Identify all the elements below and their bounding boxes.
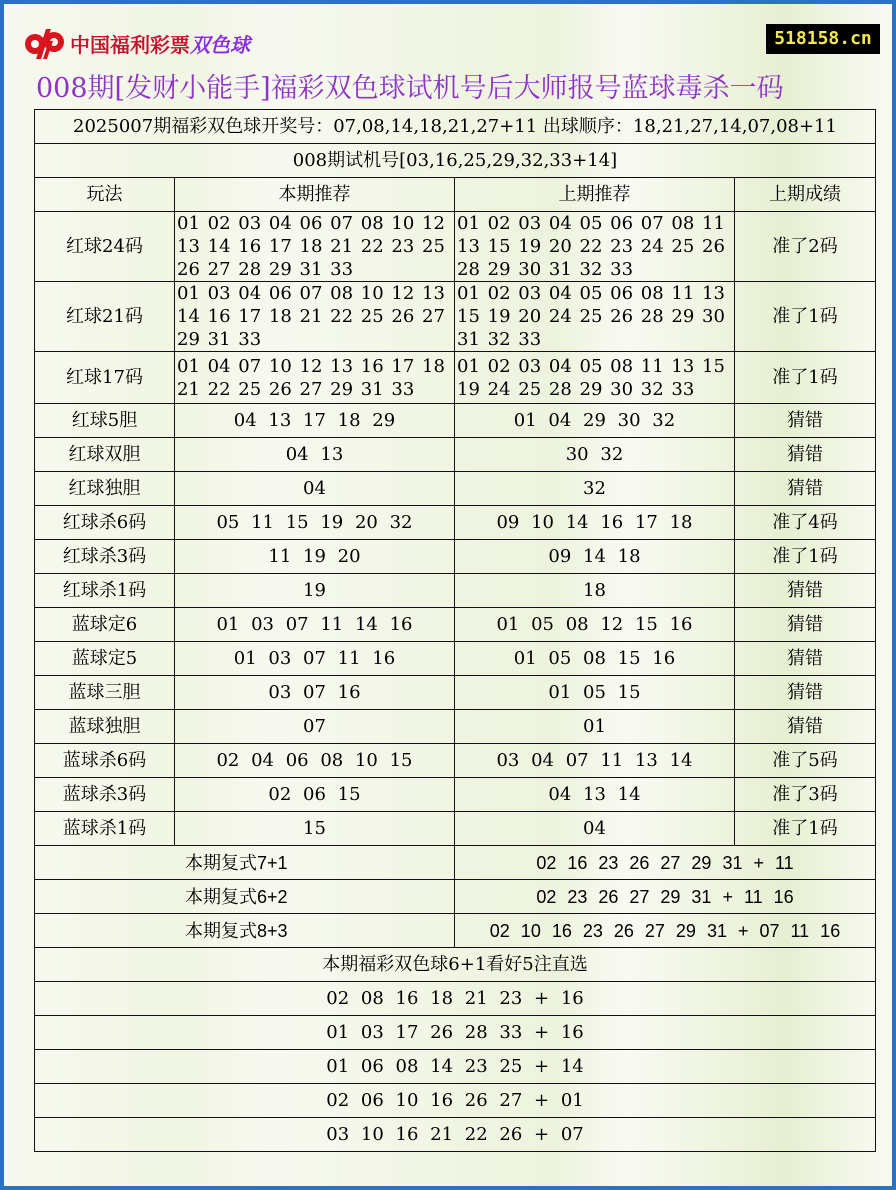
- result-cell: 猜错: [735, 404, 876, 438]
- current-cell: 04 13: [175, 438, 455, 472]
- previous-cell: 04: [455, 812, 735, 846]
- previous-cell: 30 32: [455, 438, 735, 472]
- table-row: [35, 352, 876, 404]
- lottery-logo: [22, 26, 250, 60]
- logo-text-ssq: 双色球: [190, 32, 250, 57]
- table-row: [35, 608, 876, 642]
- play-cell: 红球17码: [35, 352, 175, 404]
- pick-value: 02 06 10 16 26 27 + 01: [35, 1084, 876, 1118]
- current-cell: 04 13 17 18 29: [175, 404, 455, 438]
- table-row: [35, 744, 876, 778]
- fushi-label: 本期复式6+2: [35, 880, 455, 914]
- col-header-current: 本期推荐: [175, 178, 455, 212]
- page-title: 008期[发财小能手]福彩双色球试机号后大师报号蓝球毒杀一码: [36, 73, 784, 104]
- fushi-row: [35, 914, 876, 948]
- current-cell: 01 02 03 04 06 07 08 10 12 13 14 16 17 18 21 22 23 25 26 27 28 29 31 33: [175, 212, 455, 282]
- result-cell: 猜错: [735, 608, 876, 642]
- current-cell: 19: [175, 574, 455, 608]
- prediction-table: [34, 109, 876, 1152]
- previous-cell: 09 10 14 16 17 18: [455, 506, 735, 540]
- previous-cell: 01 02 03 04 05 06 07 08 11 13 15 19 20 22 23 24 25 26 28 29 30 31 32 33: [455, 212, 735, 282]
- trial-number-row: [35, 144, 876, 178]
- result-cell: 猜错: [735, 676, 876, 710]
- result-cell: 猜错: [735, 438, 876, 472]
- previous-cell: 01 05 08 15 16: [455, 642, 735, 676]
- table-row: [35, 574, 876, 608]
- result-cell: 准了1码: [735, 540, 876, 574]
- current-cell: 02 04 06 08 10 15: [175, 744, 455, 778]
- play-cell: 蓝球三胆: [35, 676, 175, 710]
- page-frame: [4, 4, 892, 1190]
- play-cell: 红球杀3码: [35, 540, 175, 574]
- result-cell: 准了4码: [735, 506, 876, 540]
- play-cell: 红球5胆: [35, 404, 175, 438]
- current-cell: 03 07 16: [175, 676, 455, 710]
- table-row: [35, 212, 876, 282]
- pick-row: [35, 1050, 876, 1084]
- current-cell: 02 06 15: [175, 778, 455, 812]
- current-cell: 01 03 07 11 16: [175, 642, 455, 676]
- result-cell: 猜错: [735, 472, 876, 506]
- play-cell: 红球21码: [35, 282, 175, 352]
- pick-value: 03 10 16 21 22 26 + 07: [35, 1118, 876, 1152]
- fushi-label: 本期复式8+3: [35, 914, 455, 948]
- header-row: [35, 178, 876, 212]
- result-cell: 准了1码: [735, 812, 876, 846]
- current-cell: 11 19 20: [175, 540, 455, 574]
- result-cell: 准了1码: [735, 282, 876, 352]
- current-cell: 01 04 07 10 12 13 16 17 18 21 22 25 26 27 29 31 33: [175, 352, 455, 404]
- current-cell: 07: [175, 710, 455, 744]
- play-cell: 红球杀1码: [35, 574, 175, 608]
- previous-cell: 01 04 29 30 32: [455, 404, 735, 438]
- picks-title-row: [35, 948, 876, 982]
- table-row: [35, 540, 876, 574]
- table-row: [35, 472, 876, 506]
- pick-row: [35, 1084, 876, 1118]
- table-row: [35, 778, 876, 812]
- play-cell: 蓝球杀3码: [35, 778, 175, 812]
- play-cell: 红球杀6码: [35, 506, 175, 540]
- draw-info-row: [35, 110, 876, 144]
- table-row: [35, 812, 876, 846]
- play-cell: 蓝球杀1码: [35, 812, 175, 846]
- result-cell: 猜错: [735, 574, 876, 608]
- draw-info: 2025007期福彩双色球开奖号：07,08,14,18,21,27+11 出球顺序：18,21,27,14,07,08+11: [35, 110, 876, 144]
- fushi-value: 02 10 16 23 26 27 29 31 + 07 11 16: [455, 914, 876, 948]
- result-cell: 猜错: [735, 642, 876, 676]
- table-row: [35, 642, 876, 676]
- play-cell: 蓝球杀6码: [35, 744, 175, 778]
- play-cell: 红球双胆: [35, 438, 175, 472]
- previous-cell: 01 05 08 12 15 16: [455, 608, 735, 642]
- current-cell: 15: [175, 812, 455, 846]
- table-row: [35, 506, 876, 540]
- table-row: [35, 404, 876, 438]
- result-cell: 准了1码: [735, 352, 876, 404]
- previous-cell: 01: [455, 710, 735, 744]
- pick-row: [35, 1118, 876, 1152]
- current-cell: 01 03 07 11 14 16: [175, 608, 455, 642]
- previous-cell: 03 04 07 11 13 14: [455, 744, 735, 778]
- col-header-result: 上期成绩: [735, 178, 876, 212]
- play-cell: 蓝球定5: [35, 642, 175, 676]
- logo-text: 中国福利彩票: [70, 32, 190, 57]
- pick-row: [35, 1016, 876, 1050]
- fushi-value: 02 23 26 27 29 31 + 11 16: [455, 880, 876, 914]
- play-cell: 红球24码: [35, 212, 175, 282]
- current-cell: 01 03 04 06 07 08 10 12 13 14 16 17 18 21 22 25 26 27 29 31 33: [175, 282, 455, 352]
- table-row: [35, 282, 876, 352]
- fushi-label: 本期复式7+1: [35, 846, 455, 880]
- fushi-value: 02 16 23 26 27 29 31 + 11: [455, 846, 876, 880]
- table-row: [35, 676, 876, 710]
- previous-cell: 01 02 03 04 05 06 08 11 13 15 19 20 24 25 26 28 29 30 31 32 33: [455, 282, 735, 352]
- result-cell: 准了3码: [735, 778, 876, 812]
- pick-value: 01 06 08 14 23 25 + 14: [35, 1050, 876, 1084]
- result-cell: 猜错: [735, 710, 876, 744]
- table-row: [35, 438, 876, 472]
- fushi-row: [35, 846, 876, 880]
- play-cell: 蓝球独胆: [35, 710, 175, 744]
- previous-cell: 01 02 03 04 05 08 11 13 15 19 24 25 28 29 30 32 33: [455, 352, 735, 404]
- current-cell: 04: [175, 472, 455, 506]
- result-cell: 准了5码: [735, 744, 876, 778]
- col-header-previous: 上期推荐: [455, 178, 735, 212]
- trial-number: 008期试机号[03,16,25,29,32,33+14]: [35, 144, 876, 178]
- previous-cell: 09 14 18: [455, 540, 735, 574]
- result-cell: 准了2码: [735, 212, 876, 282]
- pick-row: [35, 982, 876, 1016]
- pick-value: 02 08 16 18 21 23 + 16: [35, 982, 876, 1016]
- col-header-play: 玩法: [35, 178, 175, 212]
- previous-cell: 32: [455, 472, 735, 506]
- picks-title: 本期福彩双色球6+1看好5注直选: [35, 948, 876, 982]
- fushi-row: [35, 880, 876, 914]
- pick-value: 01 03 17 26 28 33 + 16: [35, 1016, 876, 1050]
- current-cell: 05 11 15 19 20 32: [175, 506, 455, 540]
- play-cell: 蓝球定6: [35, 608, 175, 642]
- table-row: [35, 710, 876, 744]
- previous-cell: 04 13 14: [455, 778, 735, 812]
- previous-cell: 18: [455, 574, 735, 608]
- play-cell: 红球独胆: [35, 472, 175, 506]
- previous-cell: 01 05 15: [455, 676, 735, 710]
- site-badge[interactable]: 518158.cn: [766, 24, 880, 54]
- cwl-logo-icon: [22, 25, 66, 61]
